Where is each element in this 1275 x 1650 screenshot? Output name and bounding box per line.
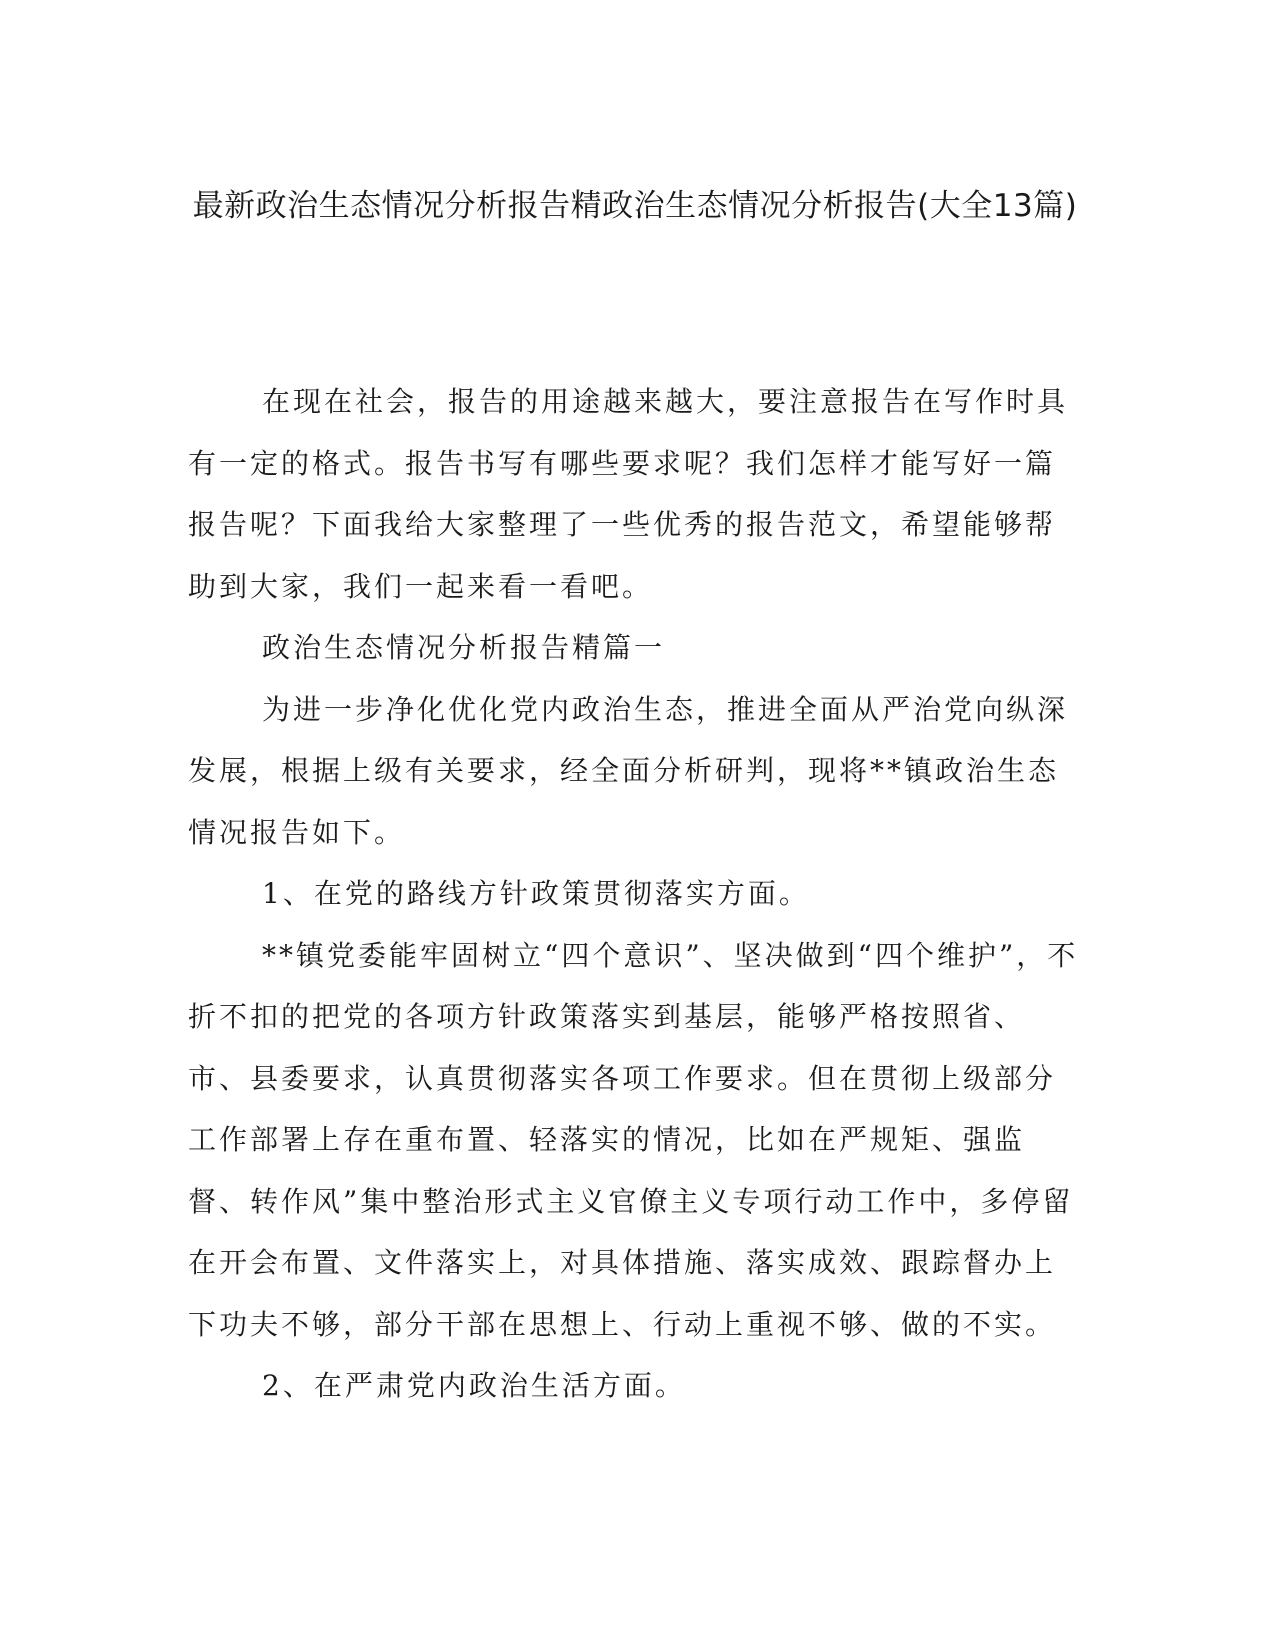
body-paragraph: **镇党委能牢固树立“四个意识”、坚决做到“四个维护”，不折不扣的把党的各项方针政策落实到基层，能够严格按照省、市、县委要求，认真贯彻落实各项工作要求。但在贯彻上级部分工作部署上存在重布置、轻落实的情况，比如在严规矩、强监督、转作风”集中整治形式主义官僚主义专项行动工作中，多停留在开会布置、文件落实上，对具体措施、落实成效、跟踪督办上下功夫不够，部分干部在思想上、行动上重视不够、做的不实。 bbox=[188, 938, 1079, 1341]
numbered-heading: 2、在严肃党内政治生活方面。 bbox=[262, 1369, 686, 1402]
document-title: 最新政治生态情况分析报告精政治生态情况分析报告(大全13篇) bbox=[192, 188, 1078, 224]
intro-paragraph: 在现在社会，报告的用途越来越大，要注意报告在写作时具有一定的格式。报告书写有哪些要求呢？我们怎样才能写好一篇报告呢？下面我给大家整理了一些优秀的报告范文，希望能够帮助到大家，我们一起来看一看吧。 bbox=[188, 385, 1069, 603]
body-paragraph: 为进一步净化优化党内政治生态，推进全面从严治党向纵深发展，根据上级有关要求，经全面分析研判，现将**镇政治生态情况报告如下。 bbox=[188, 692, 1069, 849]
document-body bbox=[188, 371, 1083, 1417]
numbered-heading: 1、在党的路线方针政策贯彻落实方面。 bbox=[262, 877, 810, 910]
section-heading: 政治生态情况分析报告精篇一 bbox=[262, 631, 666, 664]
